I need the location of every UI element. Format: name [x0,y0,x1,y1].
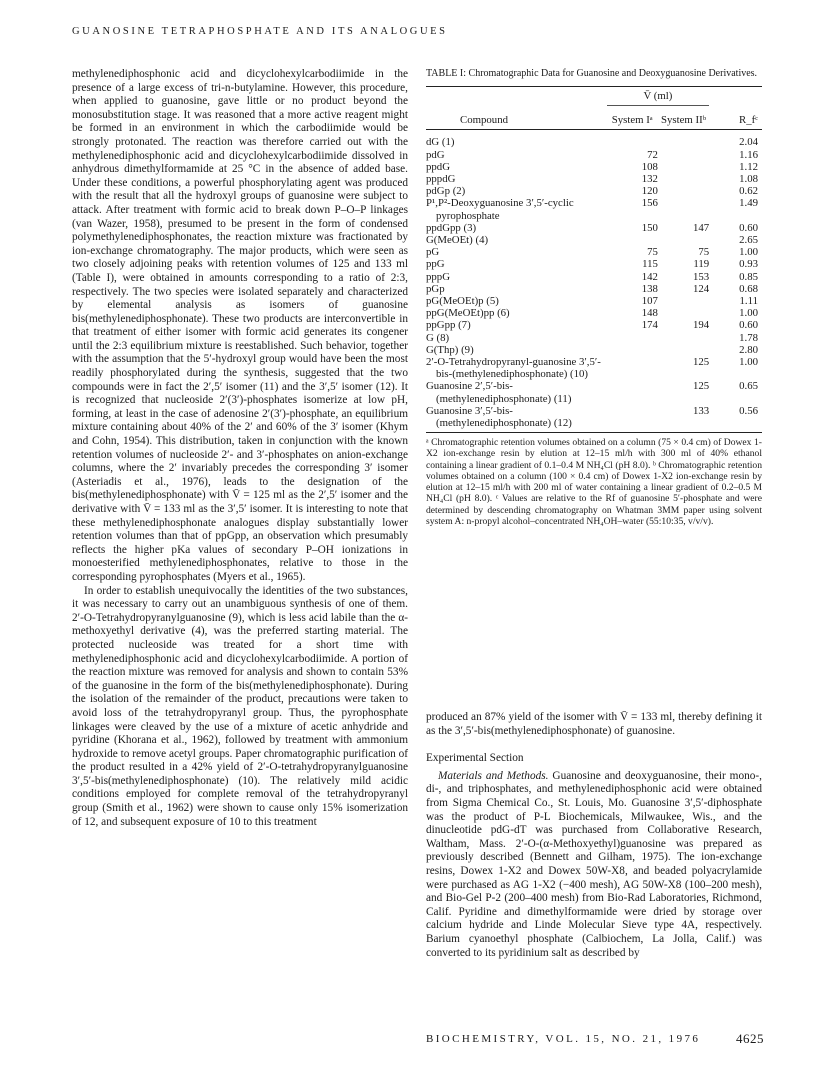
compound-cell: pG [426,246,440,259]
system-1-cell: 72 [647,148,658,161]
compound-cell: pppG [426,270,450,283]
system-1-cell: 142 [641,270,658,283]
rf-cell: 0.93 [739,258,758,271]
table-row [426,380,762,404]
table-row [426,283,762,295]
table-row [426,344,762,356]
system-2-cell [658,307,709,319]
system-2-cell: 119 [693,258,710,271]
table-row [426,185,762,197]
compound-cell: pG(MeOEt)p (5) [426,295,499,308]
compound-cell: ppG [426,258,445,271]
body-paragraph: In order to establish unequivocally the identities of the two substances, it was necessary to carry out an unambiguous synthesis of one of them. 2′-O-Tetrahydropyranylguanosine (9), which is less acid labile than the α-methoxyethyl derivative (4), was the preferred starting material. The protected nucleoside was treated for a short time with methylenediphosphonic acid and dicyclohexylcarbodiimide. A portion of the reaction mixture was removed for analysis and shown to contain 53% of the guanosine in the form of the bis(methylenediphosphonate). During the isolation of the remainder of the product, precautions were taken to avoid loss of the tetrahydropyranyl group. Thus, the pyrophosphate linkages were cleaved by the use of a mixture of acetic anhydride and pyridine (Khorana et al., 1962), followed by treatment with ammonium hydroxide to remove acetyl groups. Paper chromatographic purification of the product resulted in a 42% yield of 2′-O-tetrahydropyranylguanosine 3′,5′-bis(methylenediphosphonate) (10). The relatively mild acidic conditions employed for complete removal of the tetrahydropyranyl group (Smith et al., 1962) were shown to cause only 15% isomerization of 12, and subsequent exposure of 10 to this treatment [72,584,408,828]
section-heading: Experimental Section [426,752,524,765]
system-1-cell [607,356,658,380]
compound-cell: dG (1) [426,136,455,149]
page-footer [426,1033,764,1045]
rf-cell: 2.65 [739,234,758,247]
rf-cell: 1.00 [739,246,758,259]
system-2-cell [658,344,709,356]
system-1-cell: 108 [641,160,658,173]
table-row [426,222,762,234]
system-2-cell: 125 [692,380,710,393]
system-2-cell [658,185,709,197]
running-head: GUANOSINE TETRAPHOSPHATE AND ITS ANALOGUES [72,26,448,37]
retention-volume-header: V̄ (ml) [607,87,710,106]
table-row [426,234,762,246]
rf-cell: 2.80 [739,343,758,356]
column-header: R_fᶜ [709,106,762,130]
compound-cell: pdG [426,148,445,161]
system-2-cell [658,173,709,185]
body-paragraph: methylenediphosphonic acid and dicyclohexylcarbodiimide in the presence of a large excess of tri-n-butylamine. However, this procedure, when applied to guanosine, gave little or no product beyond the monosubstitution stage. It was reasoned that a more active reagent might be formed in an environment in which the carbodiimide would be strongly protonated. The reaction was therefore carried out with the methylenediphosphonic acid and dicyclohexylcarbodiimide dissolved in anhydrous dimethylformamide at 25 °C in the absence of added base. Under these conditions, a powerful phosphorylating agent was produced with the result that all the hydroxyl groups of guanosine were subject to attack. After treatment with formic acid to break down P–O–P linkages (van Wazer, 1958), presumed to be present in the form of condensed polymethylenediphosphonates, the reaction mixture was fractionated by ion-exchange chromatography. The major products, which were seen as two closely adjoining peaks with retention volumes of 125 and 133 ml (Table I), were obtained in amounts corresponding to a ratio of 2:3, respectively. The two species were isolated separately and characterized by elemental analysis as isomers of guanosine bis(methylenediphosphonate). These two products are interconvertible in that treatment of either isomer with formic acid generates its congener until the 2:3 equilibrium mixture is reestablished. Such behavior, together with the assumption that the 5′-hydroxyl group would have been the most readily phosphorylated during the synthesis, suggested that the two compounds were in fact the 2′,5′ isomer (11) and the 3′,5′ isomer (12). It is recognized that nucleoside 2′(3′)-phosphates isomerize at low pH, forming, at least in the case of adenosine 2′(3′)-phosphate, an equilibrium mixture containing about 40% of the 2′ and 60% of the 3′ isomer (Khym and Cohn, 1954). This distribution, taken in conjunction with the known retention volumes of nucleoside 2′- and 3′-phosphates on anion-exchange columns, where the 2′ invariably precedes the corresponding 3′ isomer (Asteriadis et al., 1976), leads to the designation of the bis(methylenediphosphonate) with V̄ = 125 ml as the 2′,5′ isomer and the derivative with V̄ = 133 ml as the 3′,5′ isomer. It is interesting to note that these methylenediphosphonate analogues display substantially lower retention volumes than that of ppGpp, an observation which presumably reflects the higher pKa values of secondary P–OH ionizations in monoesterified methylenediphosphonates, relative to those in the corresponding pyrophosphates (Myers et al., 1965). [72,68,408,583]
compound-cell: Guanosine 3′,5′-bis-(methylenediphosphonate) (12) [426,404,572,430]
page-number: 4625 [736,1031,764,1046]
system-1-cell: 148 [641,307,658,320]
system-2-cell [658,130,709,149]
rf-cell: 1.12 [739,160,758,173]
table-row [426,332,762,344]
system-1-cell [607,344,658,356]
system-2-cell [658,332,709,344]
rf-cell: 1.78 [739,331,758,344]
compound-cell: 2′-O-Tetrahydropyranyl-guanosine 3′,5′-bis-(methylenediphosphonate) (10) [426,356,601,381]
rf-cell: 1.49 [739,197,758,210]
system-1-cell [607,130,658,149]
system-1-cell [607,380,658,404]
system-1-cell: 150 [641,221,658,234]
compound-cell: ppG(MeOEt)pp (6) [426,307,510,320]
system-1-cell: 174 [641,319,658,332]
system-1-cell: 120 [641,185,658,198]
compound-cell: ppdGpp (3) [426,221,477,234]
compound-cell: Guanosine 2′,5′-bis-(methylenediphosphonate) (11) [426,380,572,405]
table-row [426,295,762,307]
column-header: System IIᵇ [658,106,709,130]
body-paragraph: produced an 87% yield of the isomer with V̄ = 133 ml, thereby defining it as the 3′,5′-bis(methylenediphosphonate) of guanosine. [426,711,762,737]
table-caption: TABLE I: Chromatographic Data for Guanosine and Deoxyguanosine Derivatives. [426,68,758,79]
rf-cell: 0.56 [739,404,758,417]
system-2-cell [658,295,709,307]
table-row [426,356,762,380]
table-row [426,271,762,283]
system-2-cell: 153 [692,270,710,283]
table-row [426,173,762,185]
rf-cell: 1.00 [739,307,758,320]
methods-text: Guanosine and deoxyguanosine, their mono-, di-, and triphosphates, and methylenediphosphonic acid were obtained from Sigma Chemical Co., St. Louis, Mo. Guanosine 3′,5′-diphosphate was the product of P-L Biochemicals, Milwaukee, Wis., and the dinucleotide pdG-dT was purchased from Collaborative Research, Waltham, Mass. 2′-O-(α-Methoxyethyl)guanosine was prepared as previously described (Bennett and Gilham, 1975). The ion-exchange resins, Dowex 1-X2 and Dowex 50W-X8, and beaded polyacrylamide were purchased as AG 1-X2 (−400 mesh), AG 50W-X8 (100–200 mesh), and Bio-Gel P-2 (200–400 mesh) from Bio-Rad Laboratories, Richmond, Calif. Pyridine and dimethylformamide were dried by storage over calcium hydride and Linde Molecular Sieve type 4A, respectively. Barium cyanoethyl phosphate (Calbiochem, La Jolla, Calif.) was converted to its pyridinium salt as described by [426,769,762,959]
table-row [426,130,762,149]
compound-cell: ppdG [426,160,450,173]
table-row [426,197,762,221]
rf-cell: 0.62 [739,185,758,198]
table-row [426,319,762,331]
table-row [426,246,762,258]
system-2-cell: 194 [692,319,710,332]
system-2-cell [658,234,709,246]
compound-cell: P¹,P²-Deoxyguanosine 3′,5′-cyclic pyrophosphate [426,197,574,222]
compound-cell: G (8) [426,331,450,344]
rf-cell: 1.16 [739,148,758,161]
table-row [426,405,762,432]
system-2-cell [658,149,709,161]
system-1-cell: 107 [641,295,658,308]
right-column-text [426,711,762,960]
compound-cell: ppGpp (7) [426,319,471,332]
compound-cell: pdGp (2) [426,185,466,198]
column-header: Compound [426,106,607,130]
table-1 [426,68,762,527]
rf-cell: 0.60 [739,221,758,234]
system-1-cell: 156 [641,197,658,210]
rf-cell: 0.85 [739,270,758,283]
table-row [426,149,762,161]
compound-cell: G(MeOEt) (4) [426,234,489,247]
table-row [426,307,762,319]
rf-cell: 1.11 [739,295,758,308]
system-1-cell [607,405,658,432]
system-1-cell: 132 [641,173,658,186]
data-table [426,86,762,432]
system-1-cell [607,332,658,344]
journal-citation: BIOCHEMISTRY, VOL. 15, NO. 21, 1976 [426,1033,701,1045]
system-2-cell [658,197,709,221]
system-1-cell: 115 [642,258,658,271]
compound-cell: pGp [426,282,445,295]
system-2-cell: 125 [692,356,710,369]
rf-cell: 0.65 [739,380,758,393]
rf-cell: 2.04 [739,136,758,149]
rf-cell: 0.60 [739,319,758,332]
rf-cell: 0.68 [739,282,758,295]
rf-cell: 1.00 [739,356,758,369]
column-header: System Iᵃ [607,106,658,130]
compound-cell: pppdG [426,173,456,186]
system-1-cell: 75 [647,246,658,259]
rf-cell: 1.08 [739,173,758,186]
system-1-cell: 138 [641,282,658,295]
system-2-cell: 147 [692,221,710,234]
compound-cell: G(Thp) (9) [426,343,474,356]
system-2-cell: 75 [698,246,710,259]
table-row [426,161,762,173]
left-column [72,68,408,829]
system-2-cell: 124 [692,282,710,295]
system-1-cell [607,234,658,246]
system-2-cell: 133 [692,404,710,417]
table-footnote: ᵃ Chromatographic retention volumes obtained on a column (75 × 0.4 cm) of Dowex 1-X2 ion-exchange resin by elution at 12–15 ml/h with 300 ml of 40% ethanol containing a linear gradient of 0.1–0.4 M NH₄Cl (pH 8.0). ᵇ Chromatographic retention volumes obtained on a column (100 × 0.4 cm) of Dowex 1-X2 ion-exchange resin by elution at 12–15 ml/h with 200 ml of water containing a linear gradient of 0.2–0.5 M NH₄Cl (pH 8.0). ᶜ Values are relative to the Rf of guanosine 5′-phosphate and were determined by descending chromatography on Whatman 3MM paper using solvent system A: n-propyl alcohol–concentrated NH₄OH–water (55:10:35, v/v/v). [426,432,762,527]
system-2-cell [658,161,709,173]
methods-lead: Materials and Methods. [438,769,549,782]
methods-paragraph [426,770,762,960]
table-row [426,258,762,270]
